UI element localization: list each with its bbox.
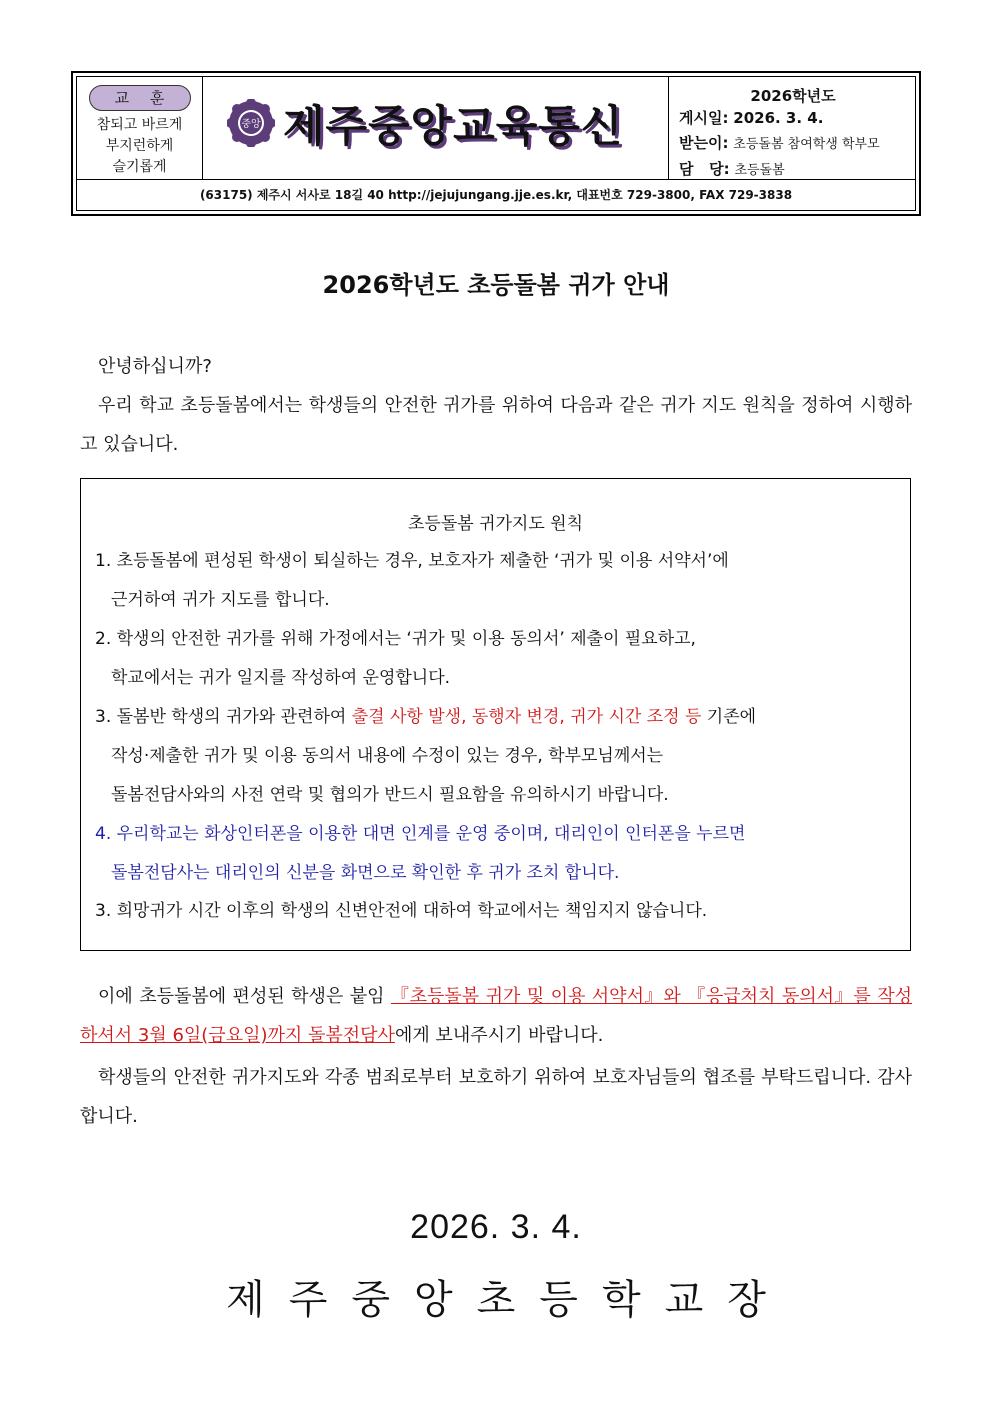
rule-3-highlight: 출결 사항 발생, 동행자 변경, 귀가 시간 조정 등 <box>351 707 702 727</box>
signature: 제주중앙초등학교장 <box>226 1277 790 1323</box>
rule-4-line-2: 돌봄전담사는 대리인의 신분을 화면으로 확인한 후 귀가 조치 합니다. <box>111 863 620 883</box>
rule-2-line-1: 2. 학생의 안전한 귀가를 위해 가정에서는 ‘귀가 및 이용 동의서’ 제출이 필요하고, <box>95 629 696 649</box>
recipient-value: 초등돌봄 참여학생 학부모 <box>733 137 880 152</box>
school-year: 2026학년도 <box>750 87 836 105</box>
school-motto <box>77 77 203 179</box>
rule-3 <box>95 698 896 815</box>
address-line: (63175) 제주시 서사로 18길 40 http://jejujungang.jje.es.kr, 대표번호 729-3800, FAX 729-3838 <box>76 179 916 211</box>
greeting: 안녕하십니까? <box>98 356 212 377</box>
rules-box-title: 초등돌봄 귀가지도 원칙 <box>407 514 584 534</box>
rule-3-line-2: 작성·제출한 귀가 및 이용 동의서 내용에 수정이 있는 경우, 학부모님께서는 <box>111 746 664 766</box>
newsletter-header <box>71 71 921 216</box>
posted-date-row <box>679 106 915 131</box>
posted-date-value: 2026. 3. 4. <box>733 109 824 127</box>
motto-line-1: 참되고 바르게 <box>96 117 183 133</box>
header-top-row <box>76 76 916 180</box>
motto-badge: 교 훈 <box>89 85 191 111</box>
submission-pre: 이에 초등돌봄에 편성된 학생은 붙임 <box>98 986 391 1007</box>
rule-5-line-1: 3. 희망귀가 시간 이후의 학생의 신변안전에 대하여 학교에서는 책임지지 않습니다. <box>95 901 708 921</box>
rule-4 <box>95 815 896 893</box>
rule-3-line-3: 돌봄전담사와의 사전 연락 및 협의가 반드시 필요함을 유의하시기 바랍니다. <box>111 785 669 805</box>
manager-value: 초등돌봄 <box>734 163 785 178</box>
school-logo-icon <box>227 99 275 147</box>
rule-3-post: 기존에 <box>701 707 757 727</box>
submission-highlight: 『초등돌봄 귀가 및 이용 서약서』와 『응급처치 동의서』를 작성하셔서 3월 6일(금요일)까지 돌봄전담사 <box>80 986 912 1046</box>
masthead <box>203 77 669 179</box>
manager-label: 담 당: <box>679 160 730 178</box>
rule-2 <box>95 620 896 698</box>
rules-box <box>80 478 911 951</box>
closing-paragraph <box>80 1058 912 1136</box>
closing-text: 학생들의 안전한 귀가지도와 각종 범죄로부터 보호하기 위하여 보호자님들의 협조를 부탁드립니다. 감사합니다. <box>80 1067 912 1127</box>
rule-2-line-2: 학교에서는 귀가 일지를 작성하여 운영합니다. <box>111 668 451 688</box>
publication-meta <box>669 77 915 179</box>
recipient-label: 받는이: <box>679 134 729 152</box>
document-title: 2026학년도 초등돌봄 귀가 안내 <box>322 271 670 299</box>
masthead-title: 제주중앙교육통신 <box>283 102 624 152</box>
rule-3-pre: 3. 돌봄반 학생의 귀가와 관련하여 <box>95 707 352 727</box>
submission-paragraph <box>80 977 912 1055</box>
rule-5 <box>95 892 896 931</box>
rule-1-line-2: 근거하여 귀가 지도를 합니다. <box>111 590 330 610</box>
logo-text: 중앙 <box>241 119 261 130</box>
motto-line-2: 부지런하게 <box>105 138 174 154</box>
posted-date-label: 게시일: <box>679 109 729 127</box>
rule-1 <box>95 542 896 620</box>
rule-3-line-1 <box>95 698 896 737</box>
motto-line-3: 슬기롭게 <box>112 159 167 175</box>
submission-post: 에게 보내주시기 바랍니다. <box>394 1025 604 1046</box>
rule-4-line-1: 4. 우리학교는 화상인터폰을 이용한 대면 인계를 운영 중이며, 대리인이 인터폰을 누르면 <box>95 824 746 844</box>
intro-text: 우리 학교 초등돌봄에서는 학생들의 안전한 귀가를 위하여 다음과 같은 귀가 지도 원칙을 정하여 시행하고 있습니다. <box>80 395 912 455</box>
motto-text <box>77 115 202 178</box>
recipient-row <box>679 131 915 157</box>
rule-1-line-1: 1. 초등돌봄에 편성된 학생이 퇴실하는 경우, 보호자가 제출한 ‘귀가 및 이용 서약서’에 <box>95 551 729 571</box>
intro-paragraph <box>80 386 912 464</box>
document-date: 2026. 3. 4. <box>410 1208 582 1246</box>
